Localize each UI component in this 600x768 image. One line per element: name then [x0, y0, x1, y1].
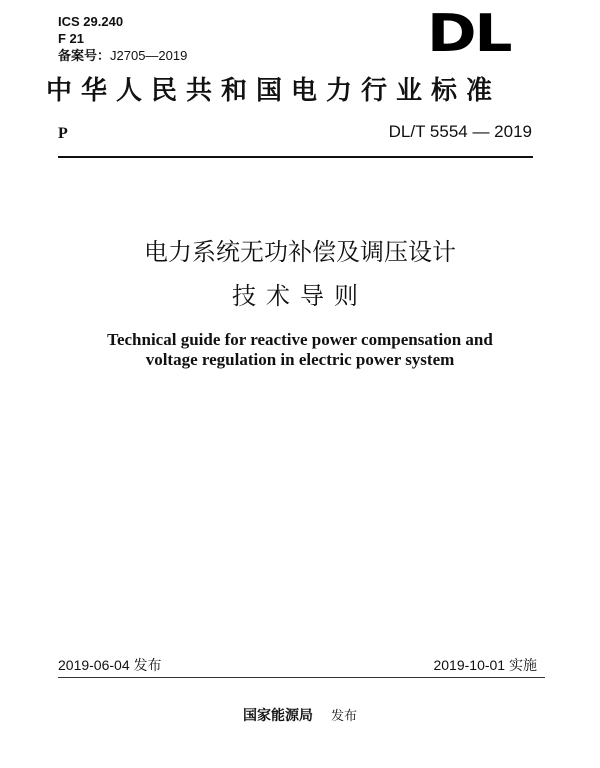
english-title	[0, 330, 600, 370]
classification-code: F 21	[58, 31, 85, 46]
footer-divider	[58, 677, 545, 678]
publisher-name: 国家能源局	[242, 708, 313, 724]
ics-code: ICS 29.240	[58, 14, 124, 29]
record-number-label: 备案号：	[58, 48, 111, 63]
standard-type-heading: 中华人民共和国电力行业标准	[46, 76, 502, 106]
record-number-value: J2705—2019	[110, 48, 188, 63]
record-number-line	[58, 47, 187, 64]
english-title-line-1: Technical guide for reactive power compensation and	[107, 330, 493, 349]
standard-category: P	[58, 125, 68, 142]
chinese-title-line-2: 技术导则	[232, 282, 368, 310]
publisher-line	[0, 707, 600, 726]
chinese-title-line-1: 电力系统无功补偿及调压设计	[144, 238, 456, 266]
implementation-date: 2019-10-01 实施	[433, 657, 537, 673]
document-metadata	[58, 13, 187, 64]
header-divider	[58, 156, 533, 158]
standard-number: DL/T 5554 — 2019	[388, 122, 532, 141]
english-title-line-2: voltage regulation in electric power system	[145, 350, 455, 369]
issue-date: 2019-06-04 发布	[58, 657, 162, 673]
publisher-action: 发布	[330, 709, 357, 724]
dl-logo: DL	[427, 4, 511, 64]
